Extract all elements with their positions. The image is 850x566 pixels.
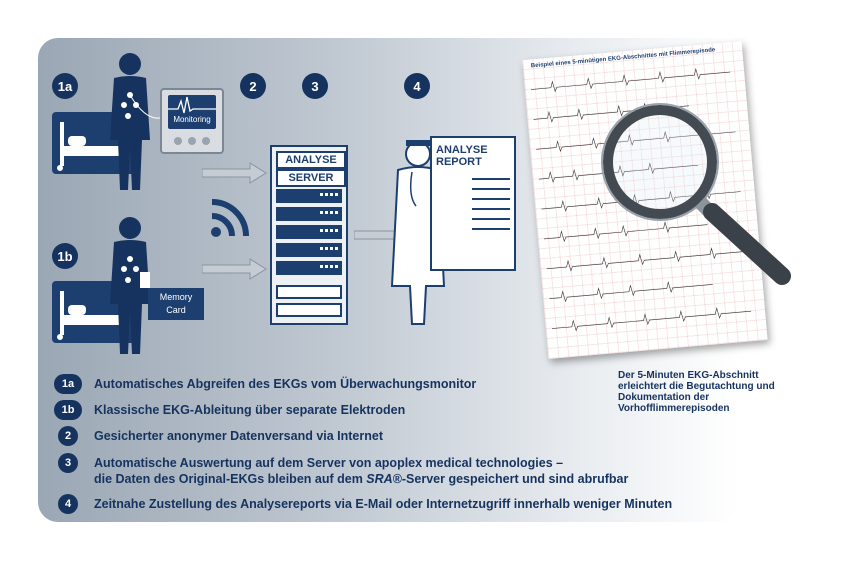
step-list-badge: 1a bbox=[54, 374, 82, 394]
step-list-item bbox=[54, 400, 406, 420]
step-badge-1b: 1b bbox=[52, 243, 78, 269]
report-line bbox=[472, 188, 510, 190]
step-badge-4: 4 bbox=[404, 73, 430, 99]
magnifier-icon bbox=[596, 98, 796, 288]
ecg-monitor-icon bbox=[160, 88, 224, 154]
step-list-item bbox=[54, 374, 477, 394]
server-slot bbox=[276, 303, 342, 317]
ekg-caption: Der 5-Minuten EKG-Abschnitt erleichtert die Begutachtung und Dokumentation der Vorhofflimmerepisoden bbox=[618, 370, 775, 414]
step-list-item bbox=[54, 494, 673, 514]
sra-brand: SRA bbox=[366, 472, 393, 486]
analyse-report bbox=[430, 136, 516, 271]
patient-silhouette-1a bbox=[100, 50, 160, 192]
server-unit bbox=[276, 225, 342, 239]
step-text-part: die Daten des Original-EKGs bleiben auf dem bbox=[94, 472, 367, 486]
step-list-text: Klassische EKG-Ableitung über separate Elektroden bbox=[94, 403, 406, 417]
arrow-icon bbox=[202, 162, 268, 184]
server-label-line1: ANALYSE bbox=[276, 151, 346, 169]
server-unit bbox=[276, 207, 342, 221]
arrow-icon bbox=[202, 258, 268, 280]
monitor-label: Monitoring bbox=[173, 115, 211, 124]
server-slot bbox=[276, 285, 342, 299]
wireless-icon bbox=[208, 196, 252, 240]
server-unit bbox=[276, 243, 342, 257]
step-list-text: Gesicherter anonymer Datenversand via Internet bbox=[94, 429, 384, 443]
step-badge-3: 3 bbox=[302, 73, 328, 99]
report-line bbox=[472, 218, 510, 220]
patient-silhouette-1b bbox=[100, 214, 160, 356]
step-list-text: Zeitnahe Zustellung des Analysereports via E-Mail oder Internetzugriff innerhalb weniger Minuten bbox=[94, 497, 673, 511]
step-list-text: Automatische Auswertung auf dem Server von apoplex medical technologies – bbox=[94, 456, 564, 470]
step-badge-2: 2 bbox=[240, 73, 266, 99]
report-line bbox=[472, 178, 510, 180]
monitor-knob bbox=[188, 137, 196, 145]
step-list-badge: 1b bbox=[54, 400, 82, 420]
step-list-badge: 2 bbox=[58, 426, 78, 446]
memory-card-line1: Memory bbox=[159, 292, 193, 302]
report-label-line2: REPORT bbox=[436, 156, 482, 168]
server-unit bbox=[276, 261, 342, 275]
step-text-part: ®-Server gespeichert und sind abrufbar bbox=[392, 472, 629, 486]
step-list-item bbox=[54, 426, 384, 446]
report-line bbox=[472, 208, 510, 210]
report-line bbox=[472, 198, 510, 200]
monitor-knob bbox=[202, 137, 210, 145]
step-list-text bbox=[94, 472, 628, 486]
analyse-server bbox=[270, 145, 348, 325]
ekg-sheet-title: Beispiel eines 5-minütigen EKG-Abschnittes mit Flimmerepisode bbox=[530, 47, 716, 70]
step-list-item bbox=[54, 453, 564, 473]
step-list-badge: 3 bbox=[58, 453, 78, 473]
memory-card-line2: Card bbox=[166, 305, 186, 315]
report-label-line1: ANALYSE bbox=[436, 144, 488, 156]
report-line bbox=[472, 228, 510, 230]
step-list-text: Automatisches Abgreifen des EKGs vom Überwachungsmonitor bbox=[94, 377, 477, 391]
memory-card-icon bbox=[148, 288, 204, 320]
step-list-badge: 4 bbox=[58, 494, 78, 514]
server-label-line2: SERVER bbox=[276, 169, 346, 187]
monitor-knob bbox=[174, 137, 182, 145]
server-unit bbox=[276, 189, 342, 203]
step-badge-1a: 1a bbox=[52, 73, 78, 99]
